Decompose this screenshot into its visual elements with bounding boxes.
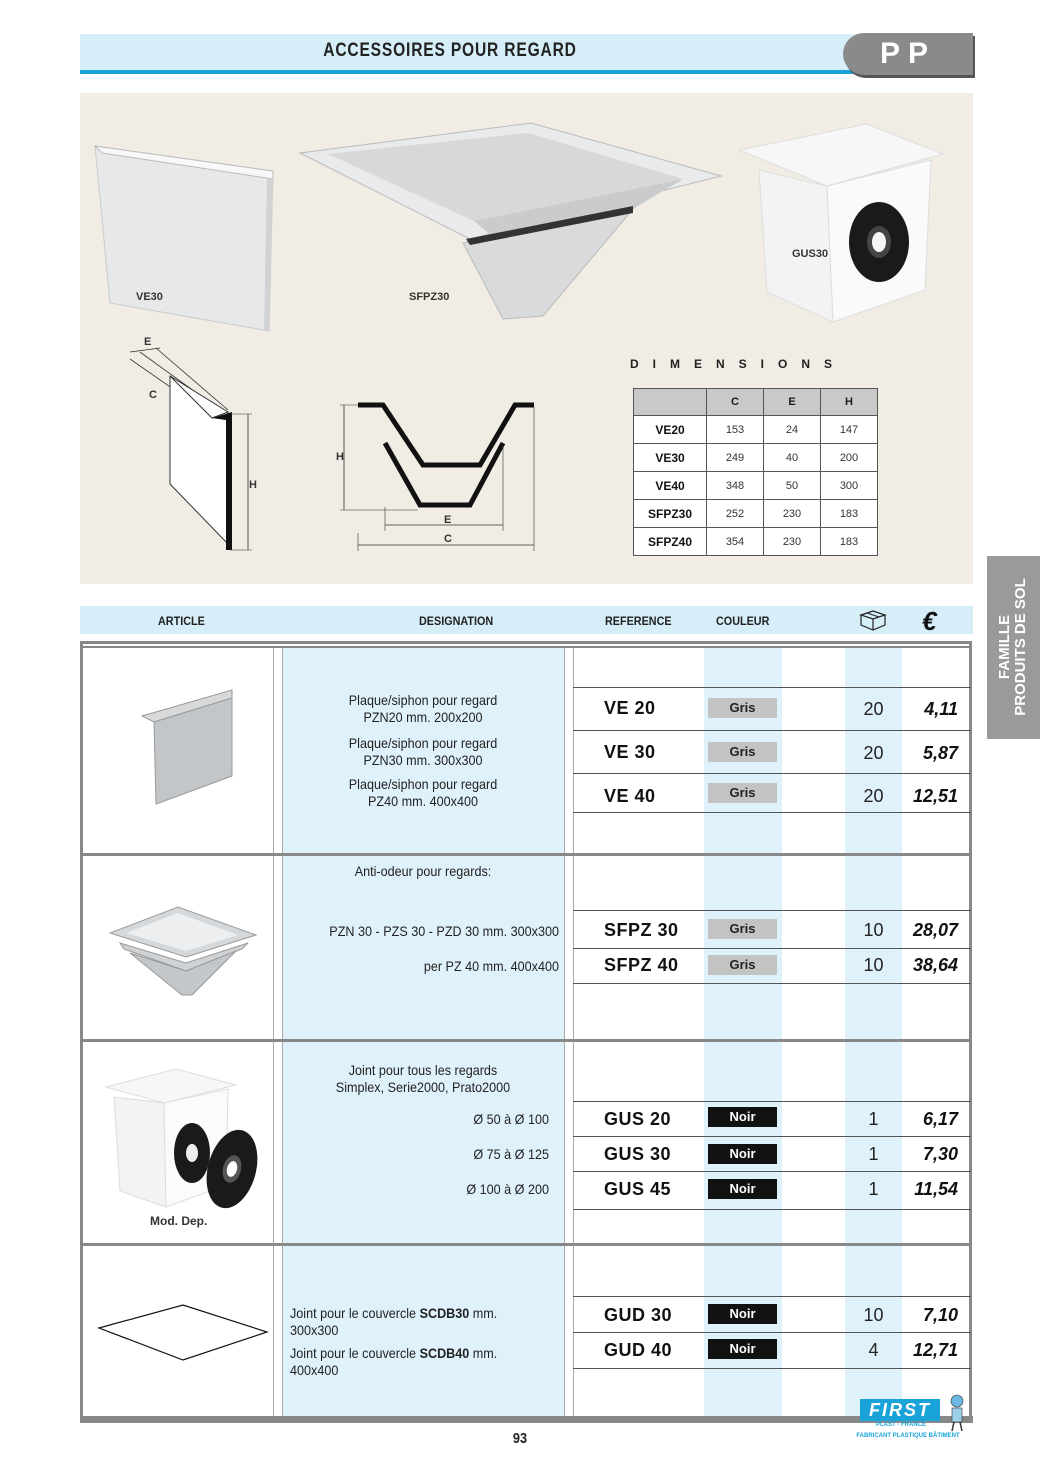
dim-c-label-2: C	[444, 533, 452, 545]
page-title: ACCESSOIRES POUR REGARD	[323, 40, 577, 61]
item-qty: 1	[868, 1179, 879, 1199]
item-price: 7,30	[922, 1144, 958, 1164]
table-header	[80, 606, 973, 634]
couleur-band	[704, 648, 782, 1416]
item-desc: per PZ 40 mm. 400x400	[423, 958, 559, 974]
item-price: 6,17	[922, 1109, 958, 1129]
color-badge: Noir	[708, 1304, 777, 1324]
item-desc	[290, 1345, 542, 1379]
item-price: 4,11	[924, 699, 958, 719]
group-intro: Anti-odeur pour regards:	[354, 863, 492, 879]
row-line	[573, 773, 971, 774]
row-line	[573, 1101, 971, 1102]
color-badge: Noir	[708, 1107, 777, 1127]
group-separator	[80, 853, 972, 856]
dims-row	[634, 500, 878, 528]
row-line	[573, 687, 971, 688]
item-desc	[297, 735, 549, 769]
col-divider	[282, 648, 283, 1416]
color-badge: Noir	[708, 1144, 777, 1164]
item-price: 38,64	[912, 955, 958, 975]
ve-article-image	[140, 688, 235, 806]
dims-e: 40	[764, 444, 821, 472]
col-divider	[273, 648, 274, 1416]
intro-line: Simplex, Serie2000, Prato2000	[335, 1079, 511, 1095]
color-badge: Gris	[708, 955, 777, 975]
desc-line: PZN20 mm. 200x200	[363, 709, 483, 725]
gus30-label: GUS30	[792, 248, 829, 260]
item-price: 5,87	[922, 743, 958, 763]
euro-icon: €	[922, 606, 937, 636]
logo-tagline: FABRICANT PLASTIQUE BÂTIMENT	[856, 1433, 960, 1439]
item-reference: GUD 40	[604, 1340, 673, 1360]
dims-row	[634, 472, 878, 500]
dims-h: 300	[821, 472, 878, 500]
col-article: ARTICLE	[158, 614, 205, 628]
desc-pre: Joint pour le couvercle	[290, 1345, 420, 1361]
dims-e: 24	[764, 416, 821, 444]
desc-line: PZ40 mm. 400x400	[368, 793, 478, 809]
table-bottom	[80, 1416, 973, 1423]
dim-e-label: E	[144, 336, 152, 348]
dims-h: 183	[821, 528, 878, 556]
color-badge: Gris	[708, 698, 777, 718]
item-qty: 4	[868, 1340, 879, 1360]
item-reference: GUS 30	[604, 1144, 672, 1164]
dim-c-label: C	[149, 389, 157, 401]
dims-c: 252	[707, 500, 764, 528]
box-icon	[858, 608, 888, 632]
dims-header-h: H	[821, 389, 878, 416]
item-reference: VE 40	[604, 786, 656, 806]
dim-h-label-2: H	[336, 451, 344, 463]
sfpz30-photo	[298, 121, 724, 324]
group-separator	[80, 1039, 972, 1042]
item-qty: 10	[863, 920, 884, 940]
dims-h: 147	[821, 416, 878, 444]
item-price: 11,54	[914, 1179, 958, 1199]
row-line	[573, 1368, 971, 1369]
color-badge: Noir	[708, 1179, 777, 1199]
dims-row	[634, 444, 878, 472]
desc-pre: Joint pour le couvercle	[290, 1305, 420, 1321]
dims-e: 230	[764, 500, 821, 528]
sfpz-technical-drawing	[338, 395, 543, 555]
col-designation: DESIGNATION	[419, 614, 494, 628]
desc-line: Plaque/siphon pour regard	[348, 776, 498, 792]
dims-name: VE20	[634, 416, 707, 444]
dims-row	[634, 528, 878, 556]
item-desc: Ø 50 à Ø 100	[473, 1111, 549, 1127]
brand-logo	[846, 1393, 970, 1445]
color-badge: Gris	[708, 919, 777, 939]
dims-header-blank	[634, 389, 707, 416]
logo-sub: PLAST - FRANCE	[876, 1422, 926, 1428]
item-price: 12,71	[912, 1340, 958, 1360]
desc-line: Plaque/siphon pour regard	[348, 692, 498, 708]
sfpz30-label: SFPZ30	[409, 291, 450, 303]
dims-header-e: E	[764, 389, 821, 416]
row-line	[573, 983, 971, 984]
item-reference: GUS 45	[604, 1179, 672, 1199]
dimensions-title: DIMENSIONS	[630, 357, 847, 371]
mascot-icon	[946, 1393, 968, 1433]
group-separator	[80, 646, 972, 648]
item-price: 7,10	[922, 1305, 958, 1325]
group-separator	[80, 1243, 972, 1246]
dims-c: 354	[707, 528, 764, 556]
dims-c: 153	[707, 416, 764, 444]
row-line	[573, 948, 971, 949]
ve30-photo	[92, 143, 282, 333]
desc-post: mm. 300x300	[290, 1305, 498, 1338]
row-line	[573, 910, 971, 911]
item-qty: 10	[863, 955, 884, 975]
item-reference: VE 20	[604, 698, 656, 718]
gud-article-image	[95, 1302, 271, 1364]
dims-e: 50	[764, 472, 821, 500]
row-line	[573, 1332, 971, 1333]
ve-technical-drawing	[120, 334, 270, 559]
gus-article-image	[104, 1067, 264, 1212]
item-reference: GUD 30	[604, 1305, 673, 1325]
row-line	[573, 1296, 971, 1297]
desc-line: Plaque/siphon pour regard	[348, 735, 498, 751]
item-qty: 10	[863, 1305, 884, 1325]
item-reference: GUS 20	[604, 1109, 672, 1129]
item-qty: 20	[863, 743, 884, 763]
item-desc	[297, 692, 549, 726]
row-line	[573, 1209, 971, 1210]
row-line	[573, 812, 971, 813]
item-qty: 1	[868, 1109, 879, 1129]
col-divider	[564, 648, 565, 1416]
item-desc: Ø 100 à Ø 200	[466, 1181, 549, 1197]
item-desc	[290, 1305, 542, 1339]
side-tab-text	[997, 578, 1029, 716]
desc-post: mm. 400x400	[290, 1345, 498, 1378]
item-qty: 20	[863, 786, 884, 806]
item-price: 28,07	[912, 920, 958, 940]
dims-e: 230	[764, 528, 821, 556]
dim-h-label: H	[249, 479, 257, 491]
desc-bold: SCDB30	[419, 1305, 470, 1321]
col-divider	[573, 648, 574, 1416]
dims-row	[634, 416, 878, 444]
row-line	[573, 1171, 971, 1172]
item-reference: VE 30	[604, 742, 656, 762]
dimensions-table	[633, 388, 878, 556]
category-tab: PP	[843, 33, 973, 75]
dims-h: 183	[821, 500, 878, 528]
col-couleur: COULEUR	[716, 614, 770, 628]
row-line	[573, 1136, 971, 1137]
sfpz-article-image	[108, 903, 258, 999]
item-reference: SFPZ 30	[604, 920, 679, 940]
dims-header-c: C	[707, 389, 764, 416]
page-number: 93	[512, 1430, 528, 1447]
desc-line: PZN30 mm. 300x300	[363, 752, 483, 768]
color-badge: Noir	[708, 1339, 777, 1359]
dims-name: SFPZ30	[634, 500, 707, 528]
item-desc: Ø 75 à Ø 125	[473, 1146, 549, 1162]
gus30-photo	[737, 120, 947, 325]
dims-c: 348	[707, 472, 764, 500]
item-desc: PZN 30 - PZS 30 - PZD 30 mm. 300x300	[329, 923, 559, 939]
intro-line: Joint pour tous les regards	[348, 1062, 498, 1078]
item-price: 12,51	[912, 786, 958, 806]
ve30-label: VE30	[136, 291, 163, 303]
item-desc	[297, 776, 549, 810]
col-reference: REFERENCE	[605, 614, 672, 628]
item-reference: SFPZ 40	[604, 955, 679, 975]
dims-c: 249	[707, 444, 764, 472]
desc-bold: SCDB40	[419, 1345, 470, 1361]
article-caption: Mod. Dep.	[150, 1214, 208, 1228]
item-qty: 1	[868, 1144, 879, 1164]
logo-brand: FIRST	[860, 1399, 940, 1421]
dims-h: 200	[821, 444, 878, 472]
dims-name: VE40	[634, 472, 707, 500]
side-tab-line1: FAMILLE	[996, 614, 1013, 680]
group-intro	[297, 1062, 549, 1096]
row-line	[573, 730, 971, 731]
dims-name: SFPZ40	[634, 528, 707, 556]
dim-e-label-2: E	[444, 514, 452, 526]
side-tab-line2: PRODUITS DE SOL	[1012, 578, 1029, 716]
color-badge: Gris	[708, 742, 777, 762]
dims-name: VE30	[634, 444, 707, 472]
item-qty: 20	[863, 699, 884, 719]
color-badge: Gris	[708, 783, 777, 803]
